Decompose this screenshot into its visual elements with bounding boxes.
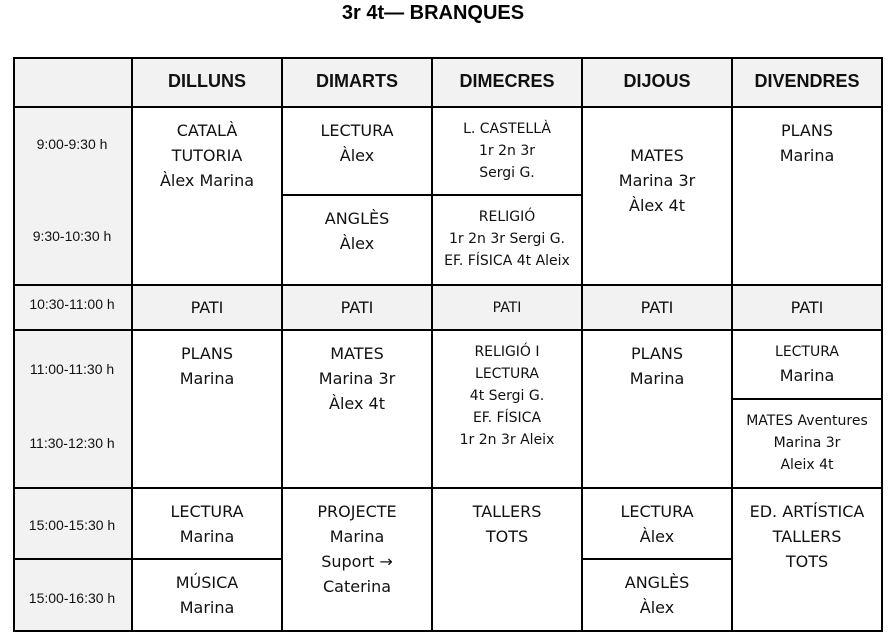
time-block-morning (13, 108, 133, 286)
lesson-text: Marina 3r (618, 171, 696, 190)
time-label: 11:00-11:30 h (29, 361, 115, 377)
lesson-wednesday-late (433, 196, 583, 286)
lesson-text: Àlex (639, 598, 675, 617)
lesson-friday-midday-early (733, 331, 883, 400)
header-day-friday: DIVENDRES (733, 57, 883, 108)
lesson-monday-midday (133, 331, 283, 489)
lesson-text: Àlex (339, 146, 375, 165)
lesson-thursday-midday (583, 331, 733, 489)
lesson-tuesday-midday (283, 331, 433, 489)
lesson-text: MATES Aventures (746, 413, 868, 429)
lesson-text: 1r 2n 3r Aleix (459, 432, 555, 448)
lesson-text: PLANS (631, 344, 683, 363)
lesson-text: CATALÀ (176, 121, 238, 140)
lesson-tuesday-late (283, 196, 433, 286)
lesson-text: Marina (179, 369, 235, 388)
header-corner (13, 57, 133, 108)
lesson-text: LECTURA (320, 121, 394, 140)
lesson-text: PLANS (181, 344, 233, 363)
lesson-monday-afternoon-early (133, 489, 283, 560)
lesson-text: MATES (630, 146, 684, 165)
lesson-text: Marina 3r (318, 369, 396, 388)
lesson-text: Marina (779, 366, 835, 385)
lesson-tuesday-afternoon (283, 489, 433, 632)
break-wednesday: PATI (433, 286, 583, 331)
lesson-text: Sergi G. (479, 165, 535, 181)
lesson-text: Aleix 4t (780, 457, 834, 473)
time-block-break (13, 286, 133, 331)
break-tuesday: PATI (283, 286, 433, 331)
lesson-text: LECTURA (775, 344, 839, 360)
time-label: 15:00-15:30 h (28, 517, 116, 533)
time-label: 11:30-12:30 h (29, 435, 115, 451)
lesson-text: LECTURA (475, 366, 539, 382)
lesson-text: MÚSICA (175, 573, 239, 592)
time-label: 10:30-11:00 h (29, 296, 115, 312)
header-day-tuesday: DIMARTS (283, 57, 433, 108)
lesson-text: LECTURA (620, 502, 694, 521)
lesson-text: Àlex 4t (329, 394, 385, 413)
lesson-thursday-morning (583, 108, 733, 286)
lesson-text: RELIGIÓ I (474, 344, 540, 360)
lesson-text: Marina (779, 146, 835, 165)
lesson-text: Àlex (639, 527, 675, 546)
lesson-text: RELIGIÓ (478, 209, 536, 225)
lesson-text: ANGLÈS (324, 209, 390, 228)
lesson-text: PLANS (781, 121, 833, 140)
lesson-text: EF. FÍSICA 4t Aleix (444, 253, 570, 269)
lesson-text: Suport → (321, 552, 393, 571)
time-block-afternoon-1 (13, 489, 133, 560)
lesson-friday-afternoon (733, 489, 883, 632)
lesson-text: Marina (179, 598, 235, 617)
lesson-text: Àlex 4t (629, 196, 685, 215)
time-label: 9:30-10:30 h (32, 228, 112, 244)
lesson-friday-morning (733, 108, 883, 286)
lesson-text: 1r 2n 3r Sergi G. (449, 231, 565, 247)
lesson-thursday-afternoon-early (583, 489, 733, 560)
lesson-thursday-afternoon-late (583, 560, 733, 632)
lesson-friday-midday-late (733, 400, 883, 489)
time-block-midday (13, 331, 133, 489)
lesson-text: ANGLÈS (624, 573, 690, 592)
time-label: 15:00-16:30 h (28, 590, 116, 606)
lesson-text: Àlex (339, 234, 375, 253)
lesson-text: TALLERS (472, 502, 542, 521)
lesson-text: TALLERS (772, 527, 842, 546)
header-day-wednesday: DIMECRES (433, 57, 583, 108)
lesson-text: Marina (629, 369, 685, 388)
lesson-text: Marina 3r (773, 435, 841, 451)
time-label: 9:00-9:30 h (36, 136, 108, 152)
lesson-text: 1r 2n 3r (478, 143, 535, 159)
lesson-text: ED. ARTÍSTICA (749, 502, 865, 521)
break-friday: PATI (733, 286, 883, 331)
lesson-text: TOTS (485, 527, 529, 546)
lesson-tuesday-early (283, 108, 433, 196)
lesson-text: Caterina (322, 577, 392, 596)
lesson-text: MATES (330, 344, 384, 363)
lesson-text: Marina (329, 527, 385, 546)
lesson-text: LECTURA (170, 502, 244, 521)
lesson-text: TUTORIA (171, 146, 243, 165)
lesson-text: Marina (179, 527, 235, 546)
page-title: 3r 4t— BRANQUES (341, 2, 525, 24)
lesson-text: TOTS (785, 552, 829, 571)
time-block-afternoon-2 (13, 560, 133, 632)
lesson-wednesday-afternoon (433, 489, 583, 632)
header-day-thursday: DIJOUS (583, 57, 733, 108)
lesson-wednesday-midday (433, 331, 583, 489)
header-day-monday: DILLUNS (133, 57, 283, 108)
lesson-text: Àlex Marina (159, 171, 255, 190)
lesson-wednesday-early (433, 108, 583, 196)
lesson-text: 4t Sergi G. (469, 388, 545, 404)
lesson-text: PROJECTE (317, 502, 397, 521)
lesson-text: L. CASTELLÀ (463, 121, 551, 137)
lesson-monday-morning (133, 108, 283, 286)
lesson-text: EF. FÍSICA (472, 410, 542, 426)
break-thursday: PATI (583, 286, 733, 331)
lesson-monday-afternoon-late (133, 560, 283, 632)
break-monday: PATI (133, 286, 283, 331)
